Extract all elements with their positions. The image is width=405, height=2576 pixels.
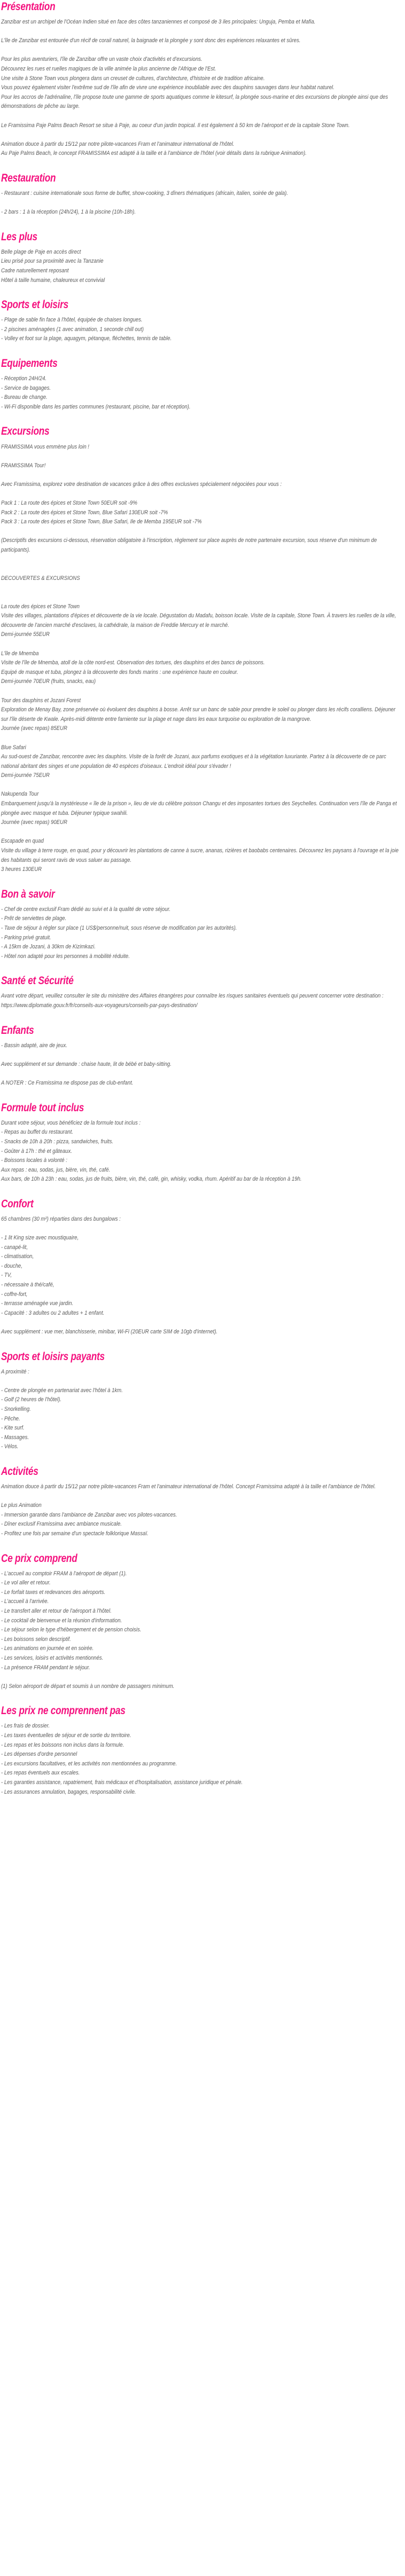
body-text: - La présence FRAM pendant le séjour. bbox=[1, 1664, 90, 1671]
body-text: 65 chambres (30 m²) réparties dans des bungalows : bbox=[1, 1215, 121, 1222]
body-text: - Plage de sable fin face à l'hôtel, équipée de chaises longues. bbox=[1, 317, 143, 324]
body-text: Durant votre séjour, vous bénéficiez de la formule tout inclus : bbox=[1, 1119, 141, 1126]
blank-line bbox=[1, 1050, 403, 1060]
body-text: - Bureau de change. bbox=[1, 394, 48, 401]
body-text: - Chef de centre exclusif Fram dédié au suivi et à la qualité de votre séjour. bbox=[1, 906, 171, 913]
section-heading: Equipements bbox=[1, 357, 58, 370]
body-text: 3 heures 130EUR bbox=[1, 866, 42, 873]
body-text: - Repas au buffet du restaurant. bbox=[1, 1129, 74, 1136]
blank-line bbox=[1, 781, 403, 790]
section-spacer bbox=[1, 1088, 403, 1102]
body-text: Aux bars, de 10h à 23h : eau, sodas, jus de fruits, bière, vin, thé, café, gin, whisky, vodka, rhum. Apéritif au bar de la réception à 19h. bbox=[1, 1176, 302, 1183]
body-text: - Taxe de séjour à régler sur place (1 US$/personne/nuit, sous réserve de modification par les autorités). bbox=[1, 925, 237, 932]
body-text: Tour des dauphins et Jozani Forest bbox=[1, 697, 81, 704]
body-text: - Les garanties assistance, rapatriement, frais médicaux et d'hospitalisation, assistance juridique et pénale. bbox=[1, 1779, 243, 1786]
blank-line bbox=[1, 27, 403, 37]
body-text: Aux repas : eau, sodas, jus, bière, vin, thé, café. bbox=[1, 1166, 111, 1173]
section-restauration bbox=[1, 172, 403, 217]
blank-line bbox=[1, 470, 403, 480]
body-text: - Capacité : 3 adultes ou 2 adultes + 1 enfant. bbox=[1, 1309, 105, 1316]
body-text: - Réception 24H/24. bbox=[1, 375, 47, 382]
blank-line bbox=[1, 46, 403, 56]
body-text: - Les excursions facultatives, et les activités non mentionnées au programme. bbox=[1, 1760, 177, 1767]
body-text: FRAMISSIMA Tour! bbox=[1, 462, 46, 469]
body-text: Avec supplément et sur demande : chaise haute, lit de bébé et baby-sitting. bbox=[1, 1061, 172, 1067]
body-text: - Massages. bbox=[1, 1434, 29, 1441]
body-text: Visite de l'île de Mnemba, atoll de la côte nord-est. Observation des tortues, des dauphins et des bancs de poissons. bbox=[1, 659, 265, 666]
section-spacer bbox=[1, 217, 403, 231]
body-text: - Les assurances annulation, bagages, responsabilité civile. bbox=[1, 1788, 136, 1795]
section-spacer bbox=[1, 412, 403, 426]
body-text: Animation douce à partir du 15/12 par notre pilote-vacances Fram et l'animateur international de l'hôtel. Concept Framissima adapté à la taille et l'ambiance de l'hôtel. bbox=[1, 1483, 376, 1490]
body-text: Exploration de Menay Bay, zone préservée où évoluent des dauphins à bosse. Arrêt sur un banc de sable pour prendre le soleil ou plonger dans les récifs coralliens. Déjeuner sur l'île déserte de Kwale. Après-midi détente entre farniente sur la plage et nage dans les eaux turquoise ou exploration de la mangrove. bbox=[1, 706, 396, 722]
section-excursions bbox=[1, 426, 403, 874]
body-text: Visite des villages, plantations d'épices et découverte de la vie locale. Dégustation du Madafu, boisson locale. Visite de la capitale, Stone Town. À travers les ruelles de la ville, découverte de l'ancien marché d'esclaves, la cathédrale, la maison de Freddie Mercury et le marché. bbox=[1, 612, 396, 629]
section-les-prix-ne-comprennent-pas bbox=[1, 1705, 403, 1797]
section-bon-a-savoir bbox=[1, 889, 403, 962]
body-text: - Golf (2 heures de l'hôtel). bbox=[1, 1396, 61, 1403]
body-text: (Descriptifs des excursions ci-dessous, réservation obligatoire à l'inscription, règlement sur place auprès de notre partenaire excursion, sous réserve d'un minimum de participants). bbox=[1, 537, 377, 554]
section-presentation bbox=[1, 1, 403, 159]
body-text: - Parking privé gratuit. bbox=[1, 934, 51, 941]
body-text: Avec Framissima, explorez votre destination de vacances grâce à des offres exclusives spécialement négociées pour vous : bbox=[1, 481, 282, 488]
body-text: - Les dépenses d'ordre personnel bbox=[1, 1751, 77, 1758]
section-les-plus bbox=[1, 231, 403, 285]
section-formule-tout-inclus bbox=[1, 1102, 403, 1184]
section-heading: Sports et loisirs bbox=[1, 299, 68, 311]
body-text: - 1 lit King size avec moustiquaire, bbox=[1, 1235, 79, 1242]
body-text: Le plus Animation bbox=[1, 1502, 42, 1509]
body-text: - 2 bars : 1 à la réception (24h/24), 1 à la piscine (10h-18h). bbox=[1, 209, 136, 216]
body-text: Découvrez les rues et ruelles magiques de la ville animée la plus ancienne de l'Afrique de l'Est. bbox=[1, 66, 216, 73]
section-heading: Santé et Sécurité bbox=[1, 975, 74, 987]
body-text: - Les boissons selon descriptif. bbox=[1, 1636, 71, 1643]
body-text: Pour les plus aventuriers, l'île de Zanzibar offre un vaste choix d'activités et d'excursions. bbox=[1, 56, 203, 63]
body-text: - Le transfert aller et retour de l'aéroport à l'hôtel. bbox=[1, 1608, 112, 1615]
body-text: A proximité : bbox=[1, 1368, 29, 1375]
section-equipements bbox=[1, 358, 403, 412]
body-text: - TV, bbox=[1, 1272, 12, 1279]
body-text: - Immersion garantie dans l'ambiance de Zanzibar avec vos pilotes-vacances. bbox=[1, 1511, 177, 1518]
body-text: FRAMISSIMA vous emmène plus loin ! bbox=[1, 443, 89, 450]
body-text: Demi-journée 70EUR (fruits, snacks, eau) bbox=[1, 678, 96, 685]
body-text: - Snacks de 10h à 20h : pizza, sandwiches, fruits. bbox=[1, 1138, 114, 1145]
section-heading: Bon à savoir bbox=[1, 888, 55, 900]
body-text: L'île de Mnemba bbox=[1, 650, 39, 657]
blank-line bbox=[1, 130, 403, 140]
section-heading: Les plus bbox=[1, 230, 37, 243]
body-text: Hôtel à taille humaine, chaleureux et convivial bbox=[1, 277, 105, 284]
body-text: Vous pouvez également visiter l'extrême sud de l'île afin de vivre une expérience inoubliable avec des dauphins sauvages dans leur habitat naturel. bbox=[1, 84, 334, 91]
blank-line bbox=[1, 828, 403, 837]
blank-line bbox=[1, 555, 403, 565]
body-text: - Les frais de dossier. bbox=[1, 1723, 50, 1730]
body-text: - Boissons locales à volonté : bbox=[1, 1157, 67, 1164]
blank-line bbox=[1, 593, 403, 602]
body-text: Pack 1 : La route des épices et Stone Town 50EUR soit -9% bbox=[1, 500, 137, 507]
body-text: Journée (avec repas) 90EUR bbox=[1, 819, 67, 826]
blank-line bbox=[1, 1069, 403, 1079]
body-text: - Le vol aller et retour. bbox=[1, 1580, 51, 1587]
body-text: - L'accueil à l'arrivée. bbox=[1, 1598, 49, 1605]
body-text: - Goûter à 17h : thé et gâteaux. bbox=[1, 1148, 72, 1155]
body-text: - Les taxes éventuelles de séjour et de sortie du territoire. bbox=[1, 1732, 131, 1739]
section-spacer bbox=[1, 285, 403, 299]
body-text: - canapé-lit, bbox=[1, 1244, 28, 1251]
body-text: - Kite surf. bbox=[1, 1425, 25, 1432]
body-text: Nakupenda Tour bbox=[1, 791, 39, 798]
body-text: A NOTER : Ce Framissima ne dispose pas de club-enfant. bbox=[1, 1080, 134, 1087]
body-text: - Dîner exclusif Framissima avec ambiance musicale. bbox=[1, 1521, 122, 1528]
body-text: - Volley et foot sur la plage, aquagym, pétanque, fléchettes, tennis de table. bbox=[1, 335, 172, 342]
section-spacer bbox=[1, 961, 403, 975]
section-sante-et-securite bbox=[1, 975, 403, 1010]
body-text: Au Paje Palms Beach, le concept FRAMISSIMA est adapté à la taille et à l'ambiance de l'hôtel (voir détails dans la rubrique Animation). bbox=[1, 150, 307, 157]
body-text: Avant votre départ, veuillez consulter le site du ministère des Affaires étrangères pour connaître les risques sanitaires éventuels qui peuvent concerner votre destination : https://www.diplomatie.gouv.fr/fr/conseils-aux-voyageurs/conseils-par-pays-destination/ bbox=[1, 993, 384, 1009]
body-text: Demi-journée 75EUR bbox=[1, 772, 50, 779]
blank-line bbox=[1, 1224, 403, 1234]
body-text: Animation douce à partir du 15/12 par notre pilote-vacances Fram et l'animateur international de l'hôtel. bbox=[1, 140, 235, 147]
blank-line bbox=[1, 1318, 403, 1328]
body-text: - Hôtel non adapté pour les personnes à mobilité réduite. bbox=[1, 953, 130, 960]
section-heading: Formule tout inclus bbox=[1, 1101, 84, 1114]
blank-line bbox=[1, 489, 403, 499]
blank-line bbox=[1, 734, 403, 743]
section-spacer bbox=[1, 1691, 403, 1705]
body-text: - Centre de plongée en partenariat avec l'hôtel à 1km. bbox=[1, 1387, 123, 1394]
body-text: DECOUVERTES & EXCURSIONS bbox=[1, 575, 80, 582]
body-text: Cadre naturellement reposant bbox=[1, 268, 69, 274]
section-heading: Restauration bbox=[1, 171, 56, 184]
section-sports-et-loisirs bbox=[1, 299, 403, 344]
section-spacer bbox=[1, 1539, 403, 1553]
section-ce-prix-comprend bbox=[1, 1553, 403, 1692]
section-spacer bbox=[1, 1337, 403, 1351]
blank-line bbox=[1, 199, 403, 208]
section-heading: Confort bbox=[1, 1197, 34, 1210]
section-spacer bbox=[1, 875, 403, 889]
body-text: - Service de bagages. bbox=[1, 384, 51, 391]
blank-line bbox=[1, 1377, 403, 1386]
body-text: - 2 piscines aménagées (1 avec animation, 1 seconde chill out) bbox=[1, 326, 144, 333]
body-text: - Profitez une fois par semaine d'un spectacle folklorique Massaï. bbox=[1, 1530, 149, 1537]
section-confort bbox=[1, 1198, 403, 1337]
body-text: Visite du village à terre rouge, en quad, pour y découvrir les plantations de canne à sucre, ananas, rizières et baobabs centenaires. Découvrez les paysans à l'ouvrage et la joie des habitants qui seront ravis de vous saluer au passage. bbox=[1, 847, 399, 863]
body-text: - A 15km de Jozani, à 30km de Kizimkazi. bbox=[1, 944, 96, 951]
body-text: - Pêche. bbox=[1, 1415, 20, 1422]
section-heading: Activités bbox=[1, 1465, 38, 1478]
blank-line bbox=[1, 564, 403, 574]
body-text: La route des épices et Stone Town bbox=[1, 603, 80, 610]
blank-line bbox=[1, 687, 403, 696]
body-text: - Vélos. bbox=[1, 1443, 19, 1450]
body-text: - Les services, loisirs et activités mentionnés. bbox=[1, 1655, 104, 1662]
body-text: - Le séjour selon le type d'hébergement et de pension choisis. bbox=[1, 1627, 142, 1633]
body-text: - climatisation, bbox=[1, 1253, 34, 1260]
body-text: Lieu prisé pour sa proximité avec la Tanzanie bbox=[1, 258, 104, 265]
section-spacer bbox=[1, 344, 403, 358]
blank-line bbox=[1, 112, 403, 121]
section-enfants bbox=[1, 1025, 403, 1088]
section-spacer bbox=[1, 1011, 403, 1025]
body-text: Zanzibar est un archipel de l'Océan Indien situé en face des côtes tanzaniennes et composé de 3 iles principales: Unguja, Pemba et Mafia. bbox=[1, 19, 316, 26]
section-heading: Présentation bbox=[1, 1, 56, 13]
body-text: - douche, bbox=[1, 1262, 22, 1269]
body-text: - L'accueil au comptoir FRAM à l'aéroport de départ (1). bbox=[1, 1570, 127, 1577]
blank-line bbox=[1, 640, 403, 649]
section-heading: Les prix ne comprennent pas bbox=[1, 1705, 126, 1717]
body-text: Avec supplément : vue mer, blanchisserie, minibar, Wi-Fi (20EUR carte SIM de 10gb d'internet). bbox=[1, 1329, 218, 1336]
body-text: - Le cocktail de bienvenue et la réunion d'information. bbox=[1, 1617, 122, 1624]
body-text: - Restaurant : cuisine internationale sous forme de buffet, show-cooking, 3 dîners thématiques (africain, italien, soirée de gala). bbox=[1, 190, 289, 197]
body-text: Embarquement jusqu'à la mystérieuse « île de la prison », lieu de vie du célèbre poisson Changu et des imposantes tortues des Seychelles. Continuation vers l'île de Panga et plongée avec masque et tuba. Déjeuner typique swahili. bbox=[1, 800, 397, 816]
body-text: Demi-journée 55EUR bbox=[1, 631, 50, 638]
blank-line bbox=[1, 583, 403, 593]
section-heading: Ce prix comprend bbox=[1, 1552, 77, 1565]
blank-line bbox=[1, 1492, 403, 1502]
sections-container bbox=[1, 1, 403, 1797]
body-text: Blue Safari bbox=[1, 744, 26, 751]
body-text: L'île de Zanzibar est entourée d'un récif de corail naturel, la baignade et la plongée y sont donc des expériences relaxantes et sûres. bbox=[1, 37, 301, 44]
section-heading: Enfants bbox=[1, 1024, 34, 1036]
body-text: - nécessaire à thé/café, bbox=[1, 1282, 54, 1289]
section-spacer bbox=[1, 1452, 403, 1466]
body-text: - Le forfait taxes et redevances des aéroports. bbox=[1, 1589, 106, 1596]
body-text: Journée (avec repas) 85EUR bbox=[1, 725, 67, 732]
body-text: - terrasse aménagée vue jardin. bbox=[1, 1300, 74, 1307]
section-sports-et-loisirs-payants bbox=[1, 1351, 403, 1452]
section-spacer bbox=[1, 1184, 403, 1198]
body-text: - Les repas et les boissons non inclus dans la formule. bbox=[1, 1741, 124, 1748]
body-text: Au sud-ouest de Zanzibar, rencontre avec les dauphins. Visite de la forêt de Jozani, aux parfums exotiques et à la végétation luxuriante. Partez à la découverte de ce parc national abritant des singes et une population de 40 espèces d'oiseaux. L'endroit idéal pour s'évader ! bbox=[1, 753, 386, 769]
body-text: - Les animations en journée et en soirée. bbox=[1, 1645, 94, 1652]
body-text: Pour les accros de l'adrénaline, l'île propose toute une gamme de sports aquatiques comme le kitesurf, la plongée sous-marine et des excursions de plongée ainsi que des démonstrations de pêche au large. bbox=[1, 93, 388, 110]
body-text: Une visite à Stone Town vous plongera dans un creuset de cultures, d'architecture, d'histoire et de tradition africaine. bbox=[1, 75, 265, 82]
body-text: - Prêt de serviettes de plage. bbox=[1, 915, 67, 922]
blank-line bbox=[1, 1672, 403, 1682]
blank-line bbox=[1, 527, 403, 537]
section-activites bbox=[1, 1466, 403, 1539]
body-text: (1) Selon aéroport de départ et soumis à un nombre de passagers minimum. bbox=[1, 1683, 175, 1690]
section-heading: Sports et loisirs payants bbox=[1, 1350, 105, 1363]
section-heading: Excursions bbox=[1, 425, 50, 438]
body-text: - Wi-Fi disponible dans les parties communes (restaurant, piscine, bar et réception). bbox=[1, 403, 191, 410]
body-text: Pack 3 : La route des épices et Stone Town, Blue Safari, Ile de Memba 195EUR soit -7% bbox=[1, 519, 202, 525]
body-text: Le Framissima Paje Palms Beach Resort se situe à Paje, au coeur d'un jardin tropical. Il est également à 50 km de l'aéroport et de la capitale Stone Town. bbox=[1, 122, 350, 129]
blank-line bbox=[1, 452, 403, 461]
body-text: Escapade en quad bbox=[1, 838, 44, 845]
body-text: Belle plage de Paje en accès direct bbox=[1, 248, 81, 255]
body-text: Equipé de masque et tuba, plongez à la découverte des fonds marins : une expérience haute en couleur. bbox=[1, 669, 238, 676]
body-text: - coffre-fort, bbox=[1, 1291, 28, 1298]
body-text: - Snorkelling. bbox=[1, 1406, 31, 1413]
body-text: - Les repas éventuels aux escales. bbox=[1, 1770, 80, 1777]
body-text: - Bassin adapté, aire de jeux. bbox=[1, 1042, 67, 1049]
body-text: Pack 2 : La route des épices et Stone Town, Blue Safari 130EUR soit -7% bbox=[1, 509, 168, 516]
section-spacer bbox=[1, 159, 403, 172]
